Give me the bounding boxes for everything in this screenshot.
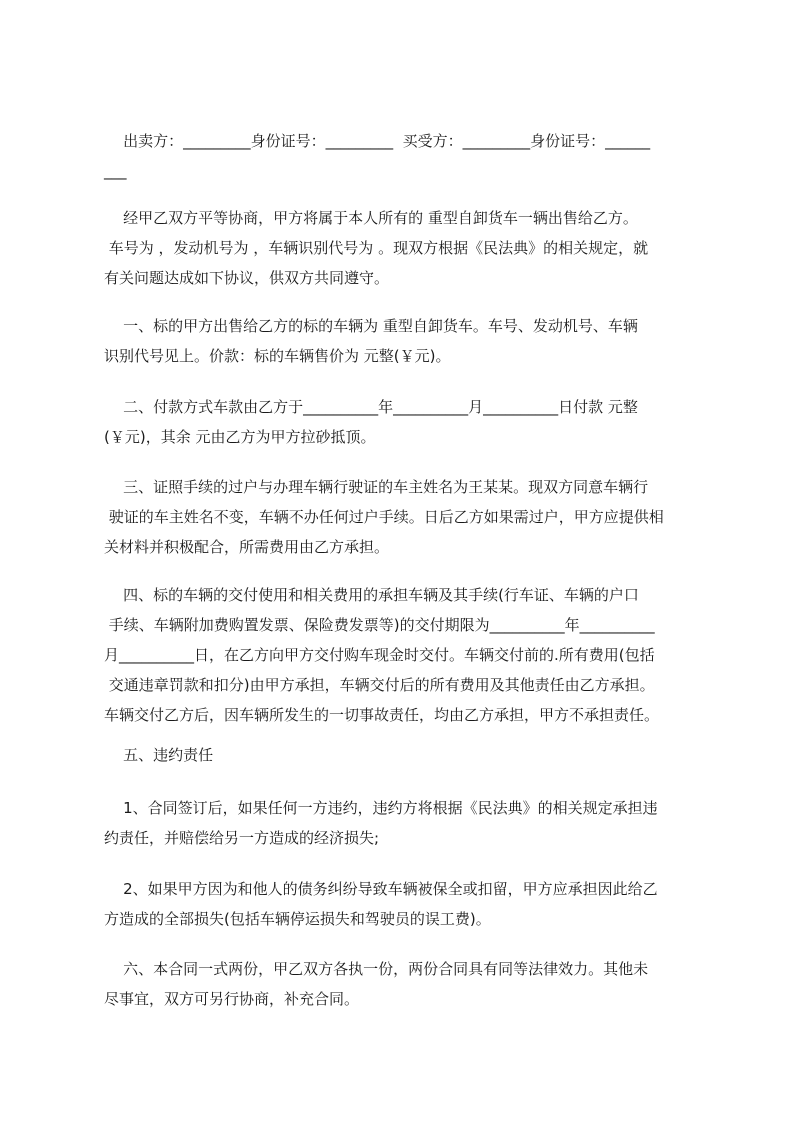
text-line: 方造成的全部损失(包括车辆停运损失和驾驶员的误工费)。 [104, 910, 491, 928]
parties-line [104, 126, 704, 186]
text-line: 2、如果甲方因为和他人的债务纠纷导致车辆被保全或扣留，甲方应承担因此给乙 [104, 880, 658, 898]
text-line: 有关问题达成如下协议，供双方共同遵守。 [104, 269, 390, 287]
text-line: 关材料并积极配合，所需费用由乙方承担。 [104, 538, 390, 556]
text-line: ___ [104, 162, 127, 180]
clause-4-paragraph [104, 580, 704, 730]
text-line: 月__________日，在乙方向甲方交付购车现金时交付。车辆交付前的.所有费用(包括 [104, 646, 655, 664]
text-line: 识别代号见上。价款：标的车辆售价为 元整(￥元)。 [104, 347, 451, 365]
text-line: 出卖方：_________身份证号：_________ 买受方：_________身份证号：______ [104, 132, 651, 150]
text-line: 尽事宜，双方可另行协商，补充合同。 [104, 990, 360, 1008]
intro-paragraph [104, 203, 704, 293]
clause-6-paragraph [104, 954, 704, 1014]
text-line: 交通违章罚款和扣分)由甲方承担，车辆交付后的所有费用及其他责任由乙方承担。 [104, 676, 655, 694]
clause-1-paragraph [104, 311, 704, 371]
section-heading: 五、违约责任 [104, 746, 214, 764]
text-line: 车辆交付乙方后，因车辆所发生的一切事故责任，均由乙方承担，甲方不承担责任。 [104, 706, 660, 724]
text-line: 车号为 ，发动机号为 ，车辆识别代号为 。现双方根据《民法典》的相关规定，就 [104, 239, 649, 257]
clause-3-paragraph [104, 472, 704, 562]
text-line: 手续、车辆附加费购置发票、保险费发票等)的交付期限为__________年__________ [104, 616, 655, 634]
text-line: 四、标的车辆的交付使用和相关费用的承担车辆及其手续(行车证、车辆的户口 [104, 586, 639, 604]
text-line: 三、证照手续的过户与办理车辆行驶证的车主姓名为王某某。现双方同意车辆行 [104, 478, 649, 496]
text-line: 一、标的甲方出售给乙方的标的车辆为 重型自卸货车。车号、发动机号、车辆 [104, 317, 638, 335]
clause-5-item-2 [104, 874, 704, 934]
text-line: (￥元)，其余 元由乙方为甲方拉砂抵顶。 [104, 428, 376, 446]
clause-2-paragraph [104, 392, 704, 452]
text-line: 约责任，并赔偿给另一方造成的经济损失; [104, 829, 380, 847]
text-line: 经甲乙双方平等协商，甲方将属于本人所有的 重型自卸货车一辆出售给乙方。 [104, 209, 638, 227]
clause-5-item-1 [104, 793, 704, 853]
text-line: 驶证的车主姓名不变，车辆不办任何过户手续。日后乙方如果需过户，甲方应提供相 [104, 508, 664, 526]
text-line: 1、合同签订后，如果任何一方违约，违约方将根据《民法典》的相关规定承担违 [104, 799, 658, 817]
text-line: 六、本合同一式两份，甲乙双方各执一份，两份合同具有同等法律效力。其他未 [104, 960, 649, 978]
clause-5-heading [104, 740, 704, 770]
text-line: 二、付款方式车款由乙方于__________年__________月__________日付款 元整 [104, 398, 638, 416]
